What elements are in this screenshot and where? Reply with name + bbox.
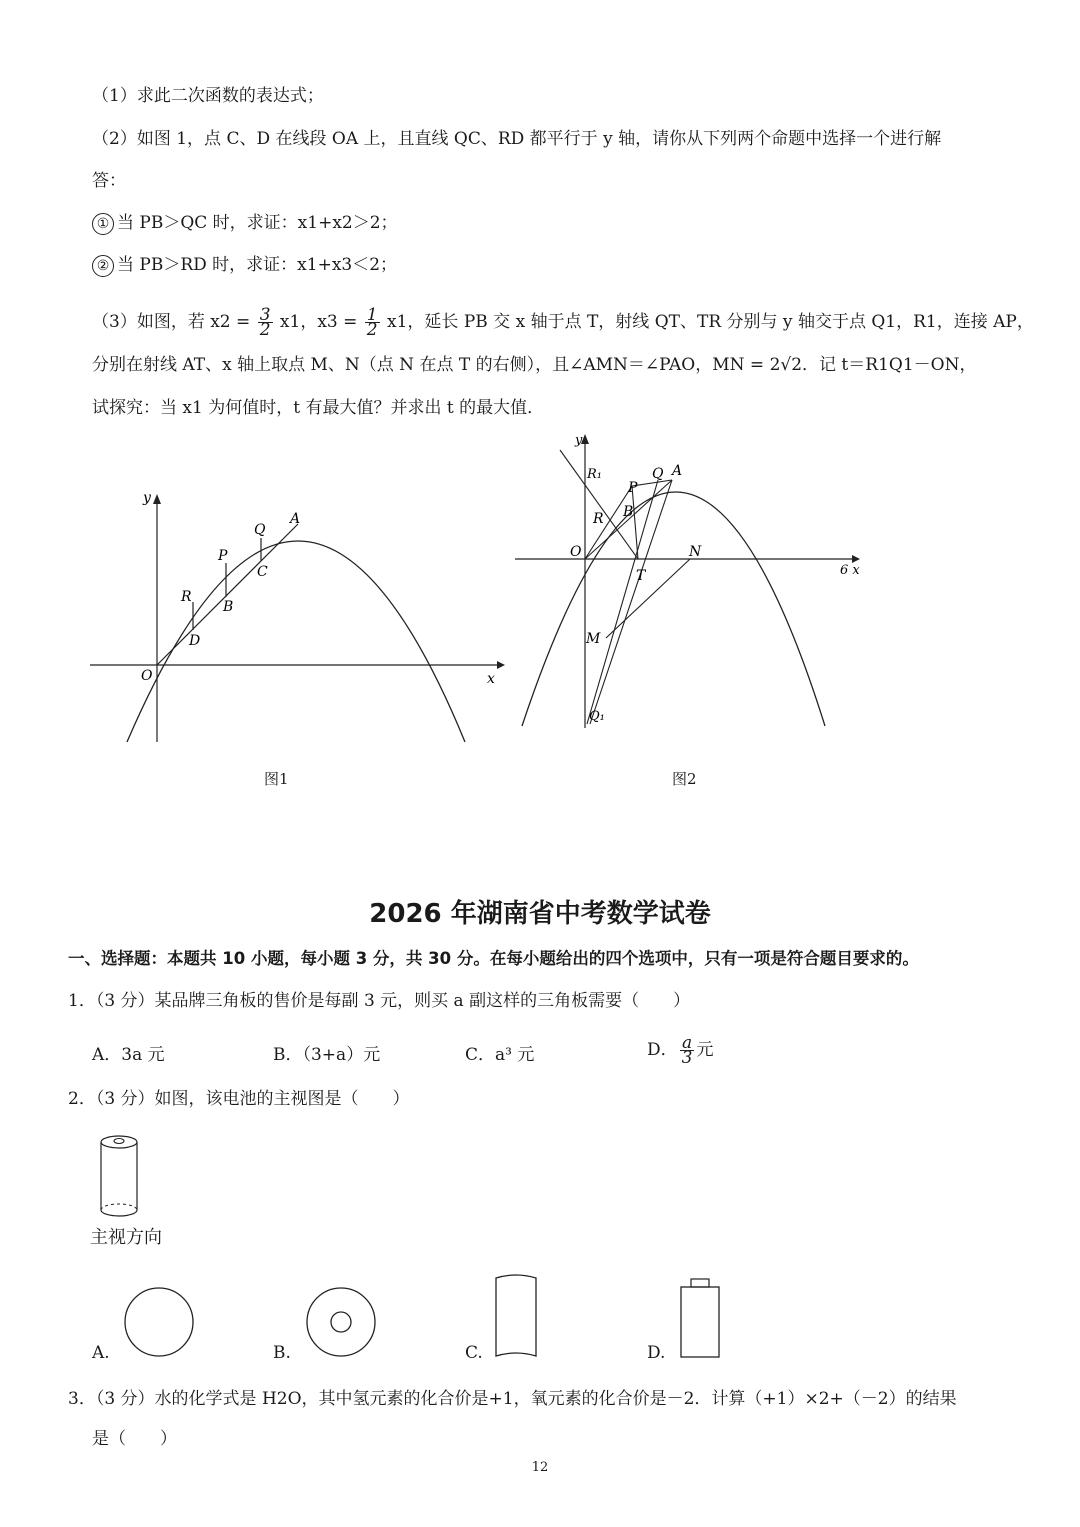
question-2-option-b-label: B. [273,1343,291,1363]
x-axis-arrow [497,661,505,669]
battery-bottom-hidden [101,1204,137,1210]
label-O: O [570,544,582,560]
label-M: M [586,631,601,647]
q3-text-c: x1，延长 PB 交 x 轴于点 T，射线 QT、TR 分别与 y 轴交于点 Q1，R1，连接 AP， [387,312,1034,332]
label-B: B [223,599,234,615]
segment-PT [632,486,638,559]
label-N: N [689,544,702,560]
exam-title: 2026 年湖南省中考数学试卷 [369,899,711,929]
page-number: 12 [531,1460,549,1475]
parabola [522,492,825,726]
battery-terminal [114,1139,124,1144]
proposition-1-text: 当 PB＞QC 时，求证：x1+x2＞2； [117,213,398,233]
question-2-stem: 2．（3 分）如图，该电池的主视图是（ ） [68,1089,410,1109]
question-part-2-line2: 答： [92,171,126,191]
figure-1-caption: 图1 [264,770,289,788]
view-direction-label: 主视方向 [90,1227,162,1248]
option-b-ring [304,1285,379,1360]
option-d-prefix: D． [647,1040,678,1060]
x-axis-arrow [852,555,860,563]
segment-MN [606,559,690,638]
battery-bottom [101,1210,137,1216]
label-P: P [218,548,228,564]
figure-2-caption: 图2 [672,770,697,788]
label-R: R [593,511,604,527]
question-1-option-c: C．a³ 元 [465,1045,535,1065]
question-part-1: （1）求此二次函数的表达式； [92,86,324,106]
label-R1: R₁ [587,467,602,482]
question-1-stem: 1．（3 分）某品牌三角板的售价是每副 3 元，则买 a 副这样的三角板需要（ ） [68,991,691,1011]
section-heading: 一、选择题：本题共 10 小题，每小题 3 分，共 30 分。在每小题给出的四个选项中，只有一项是符合题目要求的。 [68,949,919,968]
battery-body-icon [681,1287,719,1357]
label-x: x [487,671,495,687]
label-A: A [672,463,683,479]
circle-icon [125,1288,193,1356]
label-Q: Q [652,466,664,482]
fraction-3-2 [258,305,273,340]
option-d-suffix: 元 [696,1040,714,1060]
question-part-3-line1 [92,304,1034,340]
proposition-1 [92,212,398,235]
label-R: R [181,589,192,605]
fraction-denominator: 2 [366,320,378,340]
label-O: O [141,668,153,684]
option-a-circle [122,1285,197,1360]
question-1-option-a: A．3a 元 [92,1045,165,1065]
label-y: y [143,490,151,506]
parabola [127,541,465,742]
label-Q1: Q₁ [589,709,605,724]
proposition-2-number: ② [92,255,114,277]
q3-text-b: x1，x3 = [279,312,358,332]
question-3-line2: 是（ ） [92,1429,177,1449]
label-C: C [257,564,268,580]
outer-circle-icon [307,1288,375,1356]
question-3-line1: 3．（3 分）水的化学式是 H2O，其中氢元素的化合价是+1，氧元素的化合价是－2．计算（+1）×2+（－2）的结果 [68,1389,957,1409]
question-2-option-a-label: A. [92,1343,110,1363]
question-part-2-line1: （2）如图 1，点 C、D 在线段 OA 上，且直线 QC、RD 都平行于 y 轴，请你从下列两个命题中选择一个进行解 [92,129,942,149]
y-axis-arrow [153,494,161,504]
fraction-numerator: 3 [259,305,271,325]
question-2-option-c-label: C. [465,1343,483,1363]
question-2-option-d-label: D. [647,1343,666,1363]
option-c-cylinder [492,1270,542,1362]
fraction-denominator: 3 [681,1048,693,1068]
battery-terminal-icon [691,1279,709,1287]
label-x: 6 x [840,563,860,578]
label-P: P [628,480,638,496]
fraction-a-3 [680,1033,695,1068]
q3-text-a: （3）如图，若 x2 = [92,312,251,332]
segment-OA [157,524,298,665]
figure-1 [85,480,505,750]
label-Q: Q [254,522,266,538]
fraction-numerator: 1 [366,305,378,325]
question-1-option-d [647,1028,713,1072]
cylinder-side-view-icon [496,1275,536,1356]
option-d-battery [676,1275,724,1361]
label-D: D [189,633,201,649]
fraction-numerator: a [680,1036,695,1051]
inner-circle-icon [331,1312,351,1332]
label-A: A [290,511,301,527]
figure-2 [510,428,870,738]
fraction-denominator: 2 [259,320,271,340]
label-B: B [623,504,634,520]
proposition-2 [92,254,397,277]
question-1-option-b: B．（3+a）元 [273,1045,381,1065]
battery-illustration [96,1130,144,1225]
question-part-3-line2: 分别在射线 AT、x 轴上取点 M、N（点 N 在点 T 的右侧），且∠AMN＝∠PAO，MN = 2√2．记 t＝R1Q1－ON， [92,355,977,375]
question-part-3-line3: 试探究：当 x1 为何值时，t 有最大值？并求出 t 的最大值． [92,398,545,418]
label-y: y [575,433,583,448]
label-T: T [636,568,646,584]
fraction-1-2 [365,305,380,340]
proposition-2-text: 当 PB＞RD 时，求证：x1+x3＜2； [117,255,398,275]
proposition-1-number: ① [92,213,114,235]
